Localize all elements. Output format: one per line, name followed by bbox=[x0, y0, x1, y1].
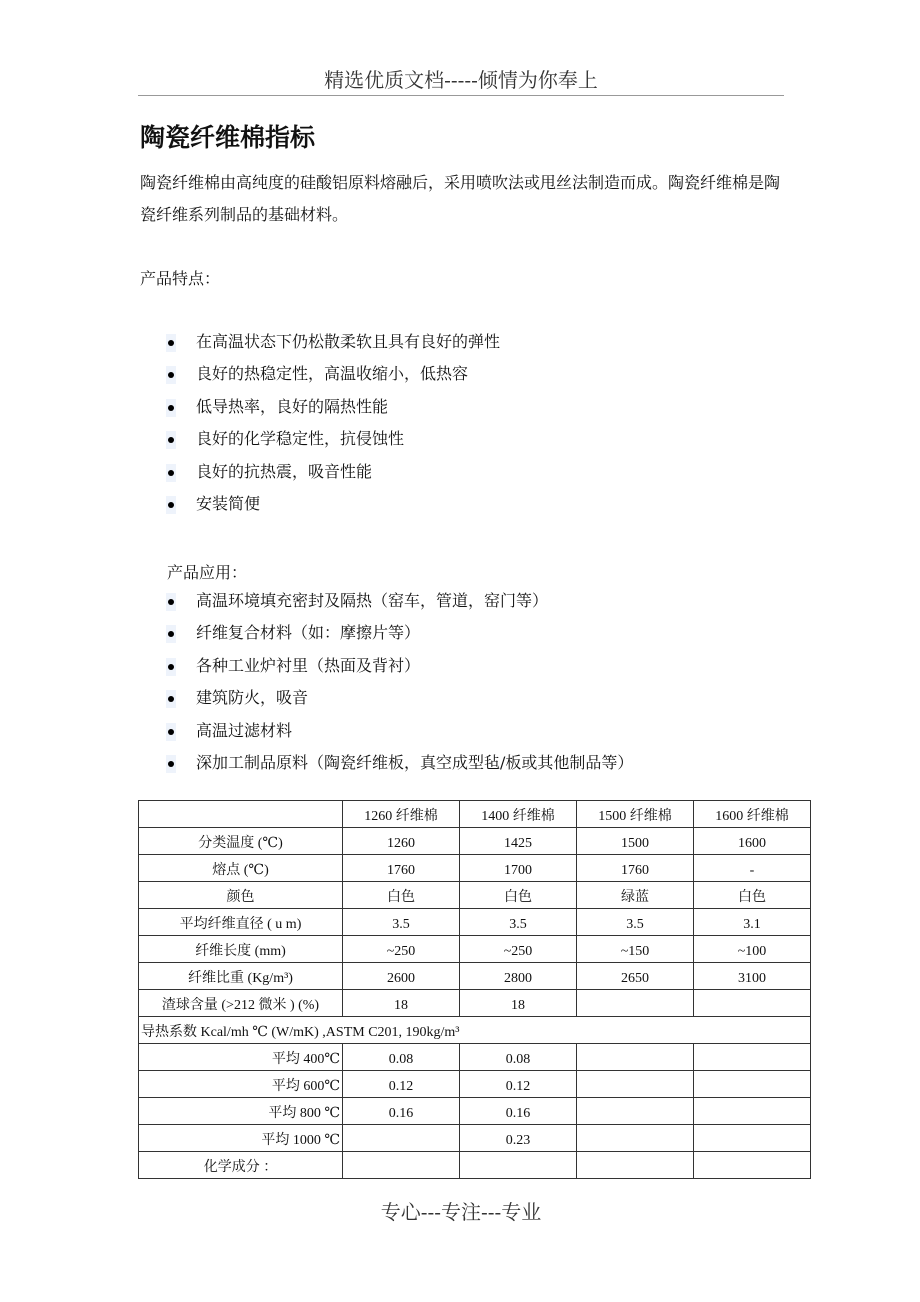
table-cell: ~250 bbox=[460, 936, 577, 963]
row-label-cell: 平均 800 ℃ bbox=[139, 1098, 343, 1125]
chemical-row bbox=[139, 1152, 811, 1179]
table-row bbox=[139, 1098, 811, 1125]
bullet-icon bbox=[166, 431, 176, 449]
table-row bbox=[139, 990, 811, 1017]
features-heading: 产品特点： bbox=[140, 269, 221, 288]
list-item-text: 安装简便 bbox=[196, 493, 261, 513]
bullet-icon bbox=[166, 366, 176, 384]
table-cell bbox=[694, 1044, 811, 1071]
chemical-heading: 化学成分 ： bbox=[139, 1152, 343, 1179]
table-cell bbox=[577, 1044, 694, 1071]
intro-paragraph: 陶瓷纤维棉由高纯度的硅酸铝原料熔融后，采用喷吹法或甩丝法制造而成。陶瓷纤维棉是陶瓷纤维系列制品的基础材料。 bbox=[140, 173, 781, 224]
list-item bbox=[166, 456, 500, 488]
conductivity-heading: 导热系数 Kcal/mh ℃ (W/mK) ,ASTM C201, 190kg/m³ bbox=[139, 1017, 811, 1044]
table-cell: 白色 bbox=[694, 882, 811, 909]
page-footer: 专心---专注---专业 bbox=[380, 1200, 542, 1224]
list-item-text: 高温环境填充密封及隔热（窑车，管道，窑门等） bbox=[196, 591, 549, 610]
table-cell: 1760 bbox=[343, 855, 460, 882]
table-cell: 0.12 bbox=[460, 1071, 577, 1098]
table-row bbox=[139, 963, 811, 990]
list-item bbox=[166, 358, 500, 390]
bullet-icon bbox=[166, 723, 176, 741]
row-label-cell: 熔点 (℃) bbox=[139, 855, 343, 882]
list-item-text: 高温过滤材料 bbox=[196, 720, 293, 740]
list-item bbox=[166, 617, 633, 649]
table-cell: 2600 bbox=[343, 963, 460, 990]
row-label-cell: 平均 600℃ bbox=[139, 1071, 343, 1098]
table-row bbox=[139, 909, 811, 936]
row-label-cell bbox=[139, 801, 343, 828]
header-divider bbox=[138, 95, 784, 96]
table-cell: 1600 bbox=[694, 828, 811, 855]
row-label-cell: 颜色 bbox=[139, 882, 343, 909]
table-cell: ~150 bbox=[577, 936, 694, 963]
conductivity-heading-row bbox=[139, 1017, 811, 1044]
list-item bbox=[166, 391, 500, 423]
table-row bbox=[139, 882, 811, 909]
table-cell bbox=[694, 1071, 811, 1098]
table-cell bbox=[577, 1071, 694, 1098]
table-cell: 3.5 bbox=[577, 909, 694, 936]
table-row bbox=[139, 1044, 811, 1071]
table-cell: 3.5 bbox=[460, 909, 577, 936]
table-cell: 白色 bbox=[460, 882, 577, 909]
list-item bbox=[166, 747, 633, 779]
page-header: 精选优质文档-----倾情为你奉上 bbox=[324, 68, 598, 92]
table-cell: 18 bbox=[343, 990, 460, 1017]
table-cell: 1500 bbox=[577, 828, 694, 855]
applications-list bbox=[166, 585, 633, 779]
table-cell: 3.5 bbox=[343, 909, 460, 936]
table-row bbox=[139, 936, 811, 963]
list-item bbox=[166, 650, 633, 682]
list-item bbox=[166, 715, 633, 747]
table-cell: 3100 bbox=[694, 963, 811, 990]
bullet-icon bbox=[166, 658, 176, 676]
table-cell: 白色 bbox=[343, 882, 460, 909]
table-cell: 0.16 bbox=[460, 1098, 577, 1125]
table-cell: 1400 纤维棉 bbox=[460, 801, 577, 828]
list-item-text: 低导热率，良好的隔热性能 bbox=[196, 396, 389, 416]
bullet-icon bbox=[166, 625, 176, 643]
table-cell: 18 bbox=[460, 990, 577, 1017]
row-label-cell: 平均 1000 ℃ bbox=[139, 1125, 343, 1152]
list-item-text: 良好的热稳定性，高温收缩小，低热容 bbox=[196, 364, 469, 384]
list-item bbox=[166, 423, 500, 455]
table-cell bbox=[694, 990, 811, 1017]
bullet-icon bbox=[166, 593, 176, 611]
table-cell: 1260 纤维棉 bbox=[343, 801, 460, 828]
table-cell bbox=[577, 1152, 694, 1179]
row-label-cell: 平均 400℃ bbox=[139, 1044, 343, 1071]
table-cell: 0.12 bbox=[343, 1071, 460, 1098]
row-label-cell: 纤维长度 (mm) bbox=[139, 936, 343, 963]
table-cell bbox=[577, 1098, 694, 1125]
bullet-icon bbox=[166, 334, 176, 352]
table-cell: 1500 纤维棉 bbox=[577, 801, 694, 828]
table-row bbox=[139, 828, 811, 855]
list-item-text: 在高温状态下仍松散柔软且具有良好的弹性 bbox=[196, 332, 501, 351]
table-cell bbox=[460, 1152, 577, 1179]
table-cell: 2800 bbox=[460, 963, 577, 990]
list-item-text: 良好的抗热震，吸音性能 bbox=[196, 461, 373, 481]
list-item bbox=[166, 326, 500, 358]
row-label-cell: 渣球含量 (>212 微米 ) (%) bbox=[139, 990, 343, 1017]
list-item bbox=[166, 682, 633, 714]
table-cell: 3.1 bbox=[694, 909, 811, 936]
table-cell: 1760 bbox=[577, 855, 694, 882]
list-item-text: 纤维复合材料（如：摩擦片等） bbox=[196, 623, 421, 643]
row-label-cell: 平均纤维直径 ( u m) bbox=[139, 909, 343, 936]
list-item-text: 良好的化学稳定性，抗侵蚀性 bbox=[196, 429, 405, 449]
bullet-icon bbox=[166, 464, 176, 482]
features-list bbox=[166, 326, 500, 520]
bullet-icon bbox=[166, 496, 176, 514]
table-cell bbox=[343, 1125, 460, 1152]
table-cell: ~100 bbox=[694, 936, 811, 963]
table-header-row bbox=[139, 801, 811, 828]
table-cell bbox=[694, 1125, 811, 1152]
table-cell: 1425 bbox=[460, 828, 577, 855]
table-cell: 1600 纤维棉 bbox=[694, 801, 811, 828]
list-item-text: 各种工业炉衬里（热面及背衬） bbox=[196, 655, 421, 675]
row-label-cell: 分类温度 (℃) bbox=[139, 828, 343, 855]
table-cell bbox=[577, 990, 694, 1017]
list-item-text: 深加工制品原料（陶瓷纤维板，真空成型毡/板或其他制品等） bbox=[196, 752, 634, 772]
table-cell: - bbox=[694, 855, 811, 882]
table-cell: 0.08 bbox=[343, 1044, 460, 1071]
spec-table bbox=[138, 800, 811, 1179]
table-cell bbox=[577, 1125, 694, 1152]
table-cell: 0.16 bbox=[343, 1098, 460, 1125]
bullet-icon bbox=[166, 755, 176, 773]
table-cell bbox=[694, 1098, 811, 1125]
table-cell bbox=[343, 1152, 460, 1179]
row-label-cell: 纤维比重 (Kg/m³) bbox=[139, 963, 343, 990]
list-item bbox=[166, 585, 633, 617]
table-cell: 1700 bbox=[460, 855, 577, 882]
table-cell bbox=[694, 1152, 811, 1179]
table-row bbox=[139, 855, 811, 882]
bullet-icon bbox=[166, 399, 176, 417]
table-cell: 1260 bbox=[343, 828, 460, 855]
list-item-text: 建筑防火，吸音 bbox=[196, 688, 309, 708]
table-cell: 2650 bbox=[577, 963, 694, 990]
table-cell: 绿蓝 bbox=[577, 882, 694, 909]
table-row bbox=[139, 1071, 811, 1098]
document-title: 陶瓷纤维棉指标 bbox=[140, 123, 316, 152]
bullet-icon bbox=[166, 690, 176, 708]
table-cell: 0.23 bbox=[460, 1125, 577, 1152]
table-cell: ~250 bbox=[343, 936, 460, 963]
list-item bbox=[166, 488, 500, 520]
table-cell: 0.08 bbox=[460, 1044, 577, 1071]
applications-heading: 产品应用： bbox=[167, 563, 248, 582]
table-row bbox=[139, 1125, 811, 1152]
